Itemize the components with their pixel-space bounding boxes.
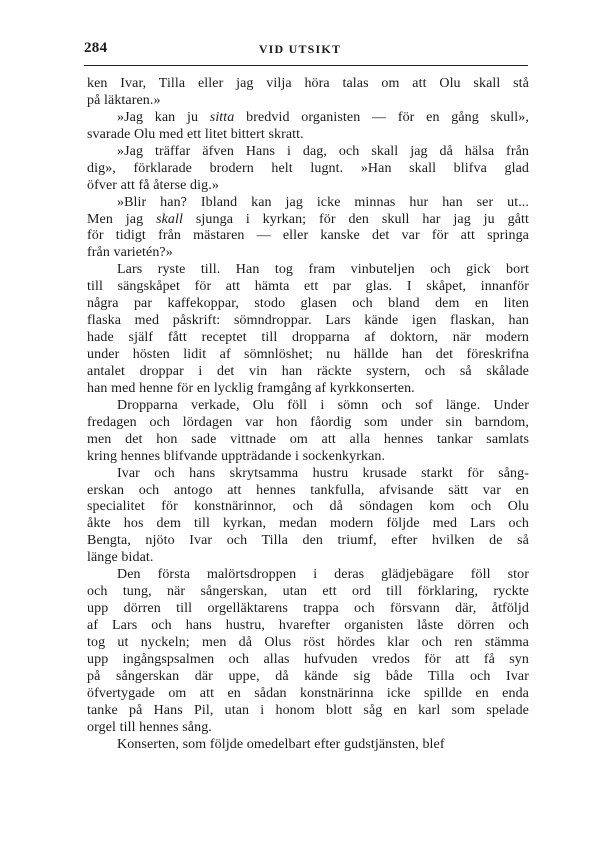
text-line: upp dörren till orgelläktarens trappa och försvann där, åtföljd [87, 601, 529, 617]
text-line: af Lars och hans hustru, hvarefter organisten låste dörren och [87, 618, 529, 633]
text-line: Men jag skall sjunga i kyrkan; för den skull har jag ju gått [87, 211, 529, 227]
text-line: för tidigt från mästaren — eller kanske det var för att springa [87, 228, 529, 244]
text-line: flaska med påskrift: sömndroppar. Lars kände igen flaskan, han [87, 313, 529, 329]
text-line: och tung, när sångerskan, utan ett ord till förklaring, ryckte [87, 584, 529, 600]
text-line: orgel till hennes sång. [87, 719, 212, 735]
text-line: Bengta, njöto Ivar och Tilla den triumf, efter hvilken de så [87, 533, 529, 549]
text-line: ken Ivar, Tilla eller jag vilja höra talas om att Olu skall stå [87, 76, 529, 91]
text-line: kring hennes blifvande uppträdande i sockenkyrkan. [87, 448, 386, 464]
body-text [87, 76, 529, 754]
text-line: öfver att få återse dig.» [87, 177, 219, 193]
emphasis: skall [156, 211, 184, 227]
text-line: till sängskåpet för att hämta ett par glas. I skåpet, innanför [87, 279, 529, 295]
text-line: svarade Olu med ett litet bittert skratt. [87, 126, 304, 142]
running-title: VID UTSIKT [258, 42, 342, 56]
text-line: »Jag träffar äfven Hans i dag, och skall jag då hälsa från [117, 143, 529, 159]
text-line: åkte hos dem till kyrkan, medan modern följde med Lars och [87, 516, 529, 532]
text-line: Lars ryste till. Han tog fram vinbuteljen och gick bort [117, 262, 529, 278]
text-line: på läktaren.» [87, 92, 161, 108]
text-line: »Blir han? Ibland kan jag icke minnas hur han ser ut... [117, 194, 529, 210]
text-line: tanke på Hans Pil, utan i honom blott såg en karl som spelade [87, 702, 529, 718]
text-line: upp ingångspsalmen och allas hufvuden vredos för att få syn [87, 651, 529, 667]
text-line: länge bidat. [87, 550, 154, 566]
emphasis: sitta [209, 109, 235, 125]
text-line: öfvertygade om att en sådan konstnärinna icke spillde en enda [87, 685, 529, 701]
text-line: dig», förklarade brodern helt lugnt. »Han skall blifva glad [87, 160, 529, 176]
text-line: några par kaffekoppar, stodo glasen och bland dem en liten [87, 296, 529, 312]
text-line: från varietén?» [87, 245, 173, 261]
text-line: »Jag kan ju sitta bredvid organisten — för en gång skull», [117, 109, 529, 125]
text-line: på sångerskan där uppe, då kände sig både Tilla och Ivar [87, 668, 529, 684]
text-line: under hösten lidit af sömnlöshet; nu hällde han det föreskrifna [87, 347, 529, 362]
text-line: specialitet för konstnärinnor, och då söndagen kom och Olu [87, 499, 529, 515]
text-line: hade själf fått receptet till dropparna af doktorn, när modern [87, 330, 529, 346]
text-line: Konserten, som följde omedelbart efter gudstjänsten, blef [117, 736, 445, 752]
text-line: han med henne för en lycklig framgång af kyrkkonserten. [87, 380, 415, 396]
text-line: tog ut nyckeln; men då Olus röst hördes klar och ren stämma [87, 634, 529, 650]
page-number: 284 [84, 40, 108, 56]
text-line: men det hon sade vittnade om att alla hennes tankar samlats [87, 431, 529, 447]
text-line: Ivar och hans skrytsamma hustru krusade starkt för sång- [117, 465, 529, 481]
text-line: Dropparna verkade, Olu föll i sömn och sof länge. Under [117, 397, 529, 413]
header-rule [84, 65, 528, 66]
text-line: erskan och antogo att hennes tankfulla, afvisande sätt var en [87, 482, 529, 498]
text-line: Den första malörtsdroppen i deras glädjebägare föll stor [117, 567, 529, 583]
text-line: fredagen och lördagen var hon fåordig som under sin barndom, [87, 414, 529, 430]
text-line: antalet droppar i det vin han räckte systern, och så skålade [87, 363, 529, 379]
